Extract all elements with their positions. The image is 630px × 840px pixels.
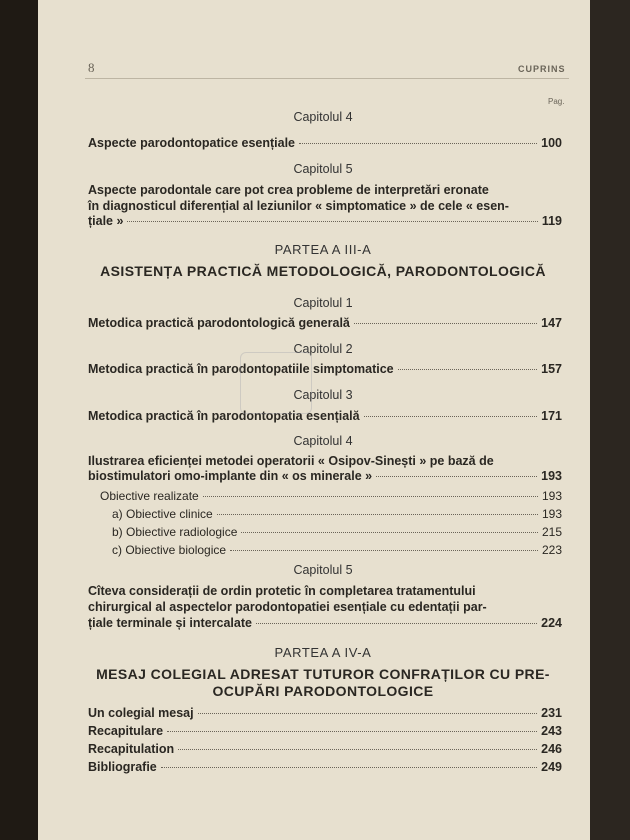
leader-dots xyxy=(178,749,537,750)
leader-dots xyxy=(230,550,538,551)
part-title xyxy=(85,666,561,700)
toc-subentry[interactable] xyxy=(112,525,562,539)
toc-entry-line: Aspecte parodontale care pot crea probleme de interpretări eronate xyxy=(88,183,489,197)
toc-entry-title: c) Obiective biologice xyxy=(112,543,227,557)
leader-dots xyxy=(167,731,537,732)
toc-entry[interactable] xyxy=(88,316,562,330)
page-edge-shadow xyxy=(590,0,630,840)
toc-entry-page: 223 xyxy=(541,543,562,557)
toc-entry[interactable] xyxy=(88,469,562,483)
chapter-label: Capitolul 1 xyxy=(293,296,353,310)
leader-dots xyxy=(376,476,537,477)
toc-entry-title: Obiective realizate xyxy=(100,489,199,503)
toc-entry-title: Un colegial mesaj xyxy=(88,706,194,720)
toc-entry-page: 100 xyxy=(541,136,562,150)
toc-entry-title: a) Obiective clinice xyxy=(112,507,213,521)
header-rule xyxy=(85,78,569,79)
leader-dots xyxy=(354,323,537,324)
toc-entry[interactable] xyxy=(88,724,562,738)
toc-entry-line: Cîteva considerații de ordin protetic în completarea tratamentului xyxy=(88,584,476,598)
toc-entry-line: Ilustrarea eficienței metodei operatorii « Osipov-Sinești » pe bază de xyxy=(88,454,494,468)
leader-dots xyxy=(299,143,537,144)
toc-entry-page: 119 xyxy=(541,214,562,228)
toc-entry-page: 243 xyxy=(541,724,562,738)
toc-entry-title: Metodica practică parodontologică generală xyxy=(88,316,350,330)
leader-dots xyxy=(217,514,538,515)
leader-dots xyxy=(364,416,538,417)
toc-entry[interactable] xyxy=(88,706,562,720)
toc-entry-page: 246 xyxy=(541,742,562,756)
toc-entry[interactable] xyxy=(88,742,562,756)
toc-subentry[interactable] xyxy=(112,507,562,521)
toc-entry-line: chirurgical al aspectelor parodontopatiei esențiale cu edentații par- xyxy=(88,600,487,614)
page-column-label: Pag. xyxy=(548,97,565,106)
toc-entry-page: 215 xyxy=(541,525,562,539)
toc-entry[interactable] xyxy=(88,409,562,423)
part-title: ASISTENȚA PRACTICĂ METODOLOGICĂ, PARODONTOLOGICĂ xyxy=(100,263,546,279)
leader-dots xyxy=(256,623,537,624)
leader-dots xyxy=(161,767,537,768)
toc-entry-page: 157 xyxy=(541,362,562,376)
chapter-label: Capitolul 3 xyxy=(293,388,353,402)
part-title-line: OCUPĂRI PARODONTOLOGICE xyxy=(212,683,434,699)
toc-entry-title: b) Obiective radiologice xyxy=(112,525,238,539)
toc-entry[interactable] xyxy=(88,362,562,376)
toc-entry[interactable] xyxy=(88,214,562,228)
part-title-line: MESAJ COLEGIAL ADRESAT TUTUROR CONFRAȚILOR CU PRE- xyxy=(96,666,550,682)
toc-entry-page: 224 xyxy=(541,616,562,630)
chapter-label: Capitolul 4 xyxy=(293,434,353,448)
toc-entry[interactable] xyxy=(88,616,562,630)
toc-entry-title: țiale terminale și intercalate xyxy=(88,616,252,630)
toc-entry-title: Bibliografie xyxy=(88,760,157,774)
toc-entry[interactable] xyxy=(88,136,562,150)
toc-entry-page: 231 xyxy=(541,706,562,720)
toc-entry-title: Metodica practică în parodontopatiile simptomatice xyxy=(88,362,394,376)
toc-entry-page: 193 xyxy=(541,489,562,503)
page-number: 8 xyxy=(88,60,95,75)
chapter-label: Capitolul 4 xyxy=(293,110,353,124)
toc-entry-page: 193 xyxy=(541,507,562,521)
toc-entry-title: Recapitulation xyxy=(88,742,175,756)
part-label: PARTEA A III-A xyxy=(274,242,372,257)
running-title: CUPRINS xyxy=(518,64,566,74)
toc-subentry[interactable] xyxy=(100,489,562,503)
toc-entry-page: 193 xyxy=(541,469,562,483)
toc-entry-multiline[interactable] xyxy=(88,583,562,615)
toc-entry-line: în diagnosticul diferențial al leziunilor « simptomatice » de cele « esen- xyxy=(88,199,509,213)
toc-entry[interactable] xyxy=(88,760,562,774)
leader-dots xyxy=(127,221,537,222)
toc-subentry[interactable] xyxy=(112,543,562,557)
toc-entry-multiline[interactable] xyxy=(88,453,562,469)
chapter-label: Capitolul 5 xyxy=(293,563,353,577)
part-label: PARTEA A IV-A xyxy=(274,645,372,660)
toc-entry-page: 249 xyxy=(541,760,562,774)
chapter-label: Capitolul 5 xyxy=(293,162,353,176)
toc-entry-title: biostimulatori omo-implante din « os minerale » xyxy=(88,469,373,483)
toc-entry-page: 147 xyxy=(541,316,562,330)
toc-entry-multiline[interactable] xyxy=(88,182,562,214)
book-spine-shadow xyxy=(0,0,38,840)
toc-entry-title: țiale » xyxy=(88,214,124,228)
toc-entry-page: 171 xyxy=(541,409,562,423)
toc-entry-title: Metodica practică în parodontopatia esențială xyxy=(88,409,360,423)
leader-dots xyxy=(198,713,538,714)
leader-dots xyxy=(398,369,538,370)
leader-dots xyxy=(203,496,538,497)
watermark-stamp xyxy=(240,352,312,414)
toc-entry-title: Recapitulare xyxy=(88,724,164,738)
toc-entry-title: Aspecte parodontopatice esențiale xyxy=(88,136,296,150)
leader-dots xyxy=(241,532,538,533)
chapter-label: Capitolul 2 xyxy=(293,342,353,356)
